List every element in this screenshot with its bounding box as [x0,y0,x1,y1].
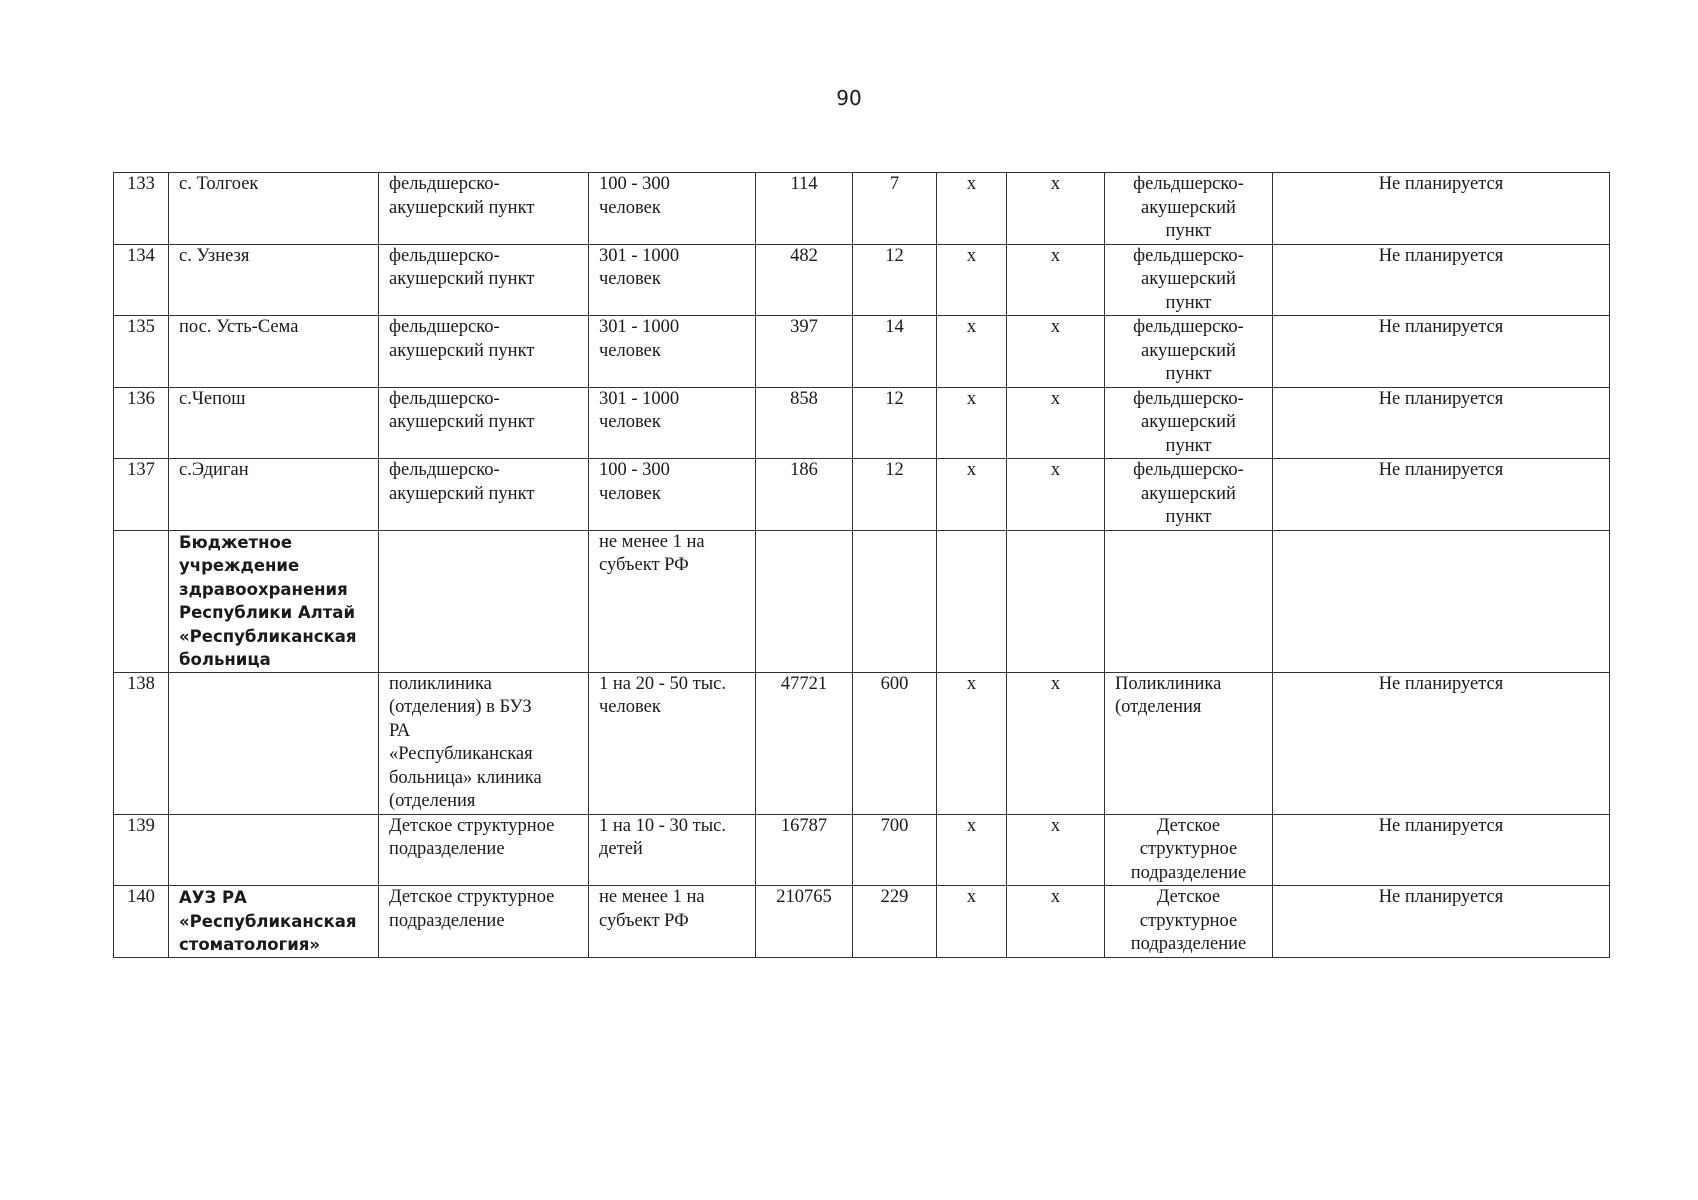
col8-cell: х [1007,814,1105,886]
existing-facility-cell: Детское структурное подразделение [1105,814,1273,886]
col8-cell: х [1007,672,1105,814]
distance-cell: 12 [853,459,937,531]
settlement-cell: с.Чепош [169,387,379,459]
table-row [114,814,1610,886]
page-number: 90 [836,86,862,110]
row-number: 134 [114,244,169,316]
distance-cell: 229 [853,886,937,958]
facility-type-cell: фельдшерско- акушерский пункт [379,459,589,531]
plan-cell: Не планируется [1273,672,1610,814]
norm-cell: не менее 1 на субъект РФ [589,886,756,958]
facility-type-cell: фельдшерско- акушерский пункт [379,387,589,459]
facility-type-cell: Детское структурное подразделение [379,814,589,886]
facility-type-cell [379,530,589,672]
distance-cell: 12 [853,387,937,459]
population-cell: 858 [756,387,853,459]
plan-cell: Не планируется [1273,459,1610,531]
existing-facility-cell: Поликлиника (отделения [1105,672,1273,814]
settlement-cell: с.Эдиган [169,459,379,531]
settlement-cell [169,814,379,886]
col7-cell: х [937,672,1007,814]
col8-cell: х [1007,886,1105,958]
settlement-cell: пос. Усть-Сема [169,316,379,388]
table-row [114,886,1610,958]
settlement-cell: с. Узнезя [169,244,379,316]
population-cell: 47721 [756,672,853,814]
col7-cell: х [937,886,1007,958]
settlement-cell [169,672,379,814]
row-number: 133 [114,173,169,245]
norm-cell: 100 - 300 человек [589,459,756,531]
row-number: 140 [114,886,169,958]
population-cell: 114 [756,173,853,245]
existing-facility-cell: фельдшерско- акушерский пункт [1105,316,1273,388]
col8-cell: х [1007,244,1105,316]
row-number: 137 [114,459,169,531]
distance-cell: 600 [853,672,937,814]
facilities-table [113,172,1610,958]
population-cell: 186 [756,459,853,531]
facility-type-cell: фельдшерско- акушерский пункт [379,173,589,245]
norm-cell: 301 - 1000 человек [589,387,756,459]
col8-cell: х [1007,316,1105,388]
facility-type-cell: фельдшерско- акушерский пункт [379,244,589,316]
distance-cell: 12 [853,244,937,316]
table-row [114,173,1610,245]
distance-cell: 700 [853,814,937,886]
col7-cell [937,530,1007,672]
norm-cell: 301 - 1000 человек [589,316,756,388]
col7-cell: х [937,459,1007,531]
existing-facility-cell: фельдшерско- акушерский пункт [1105,387,1273,459]
table-row [114,387,1610,459]
table-row [114,244,1610,316]
distance-cell: 14 [853,316,937,388]
row-number: 138 [114,672,169,814]
norm-cell: 1 на 10 - 30 тыс. детей [589,814,756,886]
settlement-cell: с. Толгоек [169,173,379,245]
row-number: 136 [114,387,169,459]
distance-cell: 7 [853,173,937,245]
existing-facility-cell [1105,530,1273,672]
col7-cell: х [937,316,1007,388]
plan-cell [1273,530,1610,672]
col7-cell: х [937,173,1007,245]
col7-cell: х [937,244,1007,316]
plan-cell: Не планируется [1273,244,1610,316]
col8-cell: х [1007,173,1105,245]
facility-type-cell: поликлиника (отделения) в БУЗ РА «Республиканская больница» клиника (отделения [379,672,589,814]
norm-cell: 100 - 300 человек [589,173,756,245]
col8-cell [1007,530,1105,672]
existing-facility-cell: фельдшерско- акушерский пункт [1105,459,1273,531]
col7-cell: х [937,387,1007,459]
norm-cell: 1 на 20 - 50 тыс. человек [589,672,756,814]
table-row-organization [114,530,1610,672]
facility-type-cell: фельдшерско- акушерский пункт [379,316,589,388]
table-row [114,459,1610,531]
col7-cell: х [937,814,1007,886]
plan-cell: Не планируется [1273,316,1610,388]
col8-cell: х [1007,459,1105,531]
table-row [114,316,1610,388]
plan-cell: Не планируется [1273,886,1610,958]
row-number: 139 [114,814,169,886]
population-cell: 482 [756,244,853,316]
table-row [114,672,1610,814]
existing-facility-cell: фельдшерско- акушерский пункт [1105,173,1273,245]
row-number: 135 [114,316,169,388]
col8-cell: х [1007,387,1105,459]
facility-type-cell: Детское структурное подразделение [379,886,589,958]
norm-cell: 301 - 1000 человек [589,244,756,316]
organization-name-cell: Бюджетное учреждение здравоохранения Республики Алтай «Республиканская больница [169,530,379,672]
distance-cell [853,530,937,672]
plan-cell: Не планируется [1273,387,1610,459]
existing-facility-cell: Детское структурное подразделение [1105,886,1273,958]
existing-facility-cell: фельдшерско- акушерский пункт [1105,244,1273,316]
norm-cell: не менее 1 на субъект РФ [589,530,756,672]
population-cell [756,530,853,672]
plan-cell: Не планируется [1273,173,1610,245]
row-number [114,530,169,672]
plan-cell: Не планируется [1273,814,1610,886]
organization-name-cell: АУЗ РА «Республиканская стоматология» [169,886,379,958]
population-cell: 397 [756,316,853,388]
population-cell: 16787 [756,814,853,886]
population-cell: 210765 [756,886,853,958]
